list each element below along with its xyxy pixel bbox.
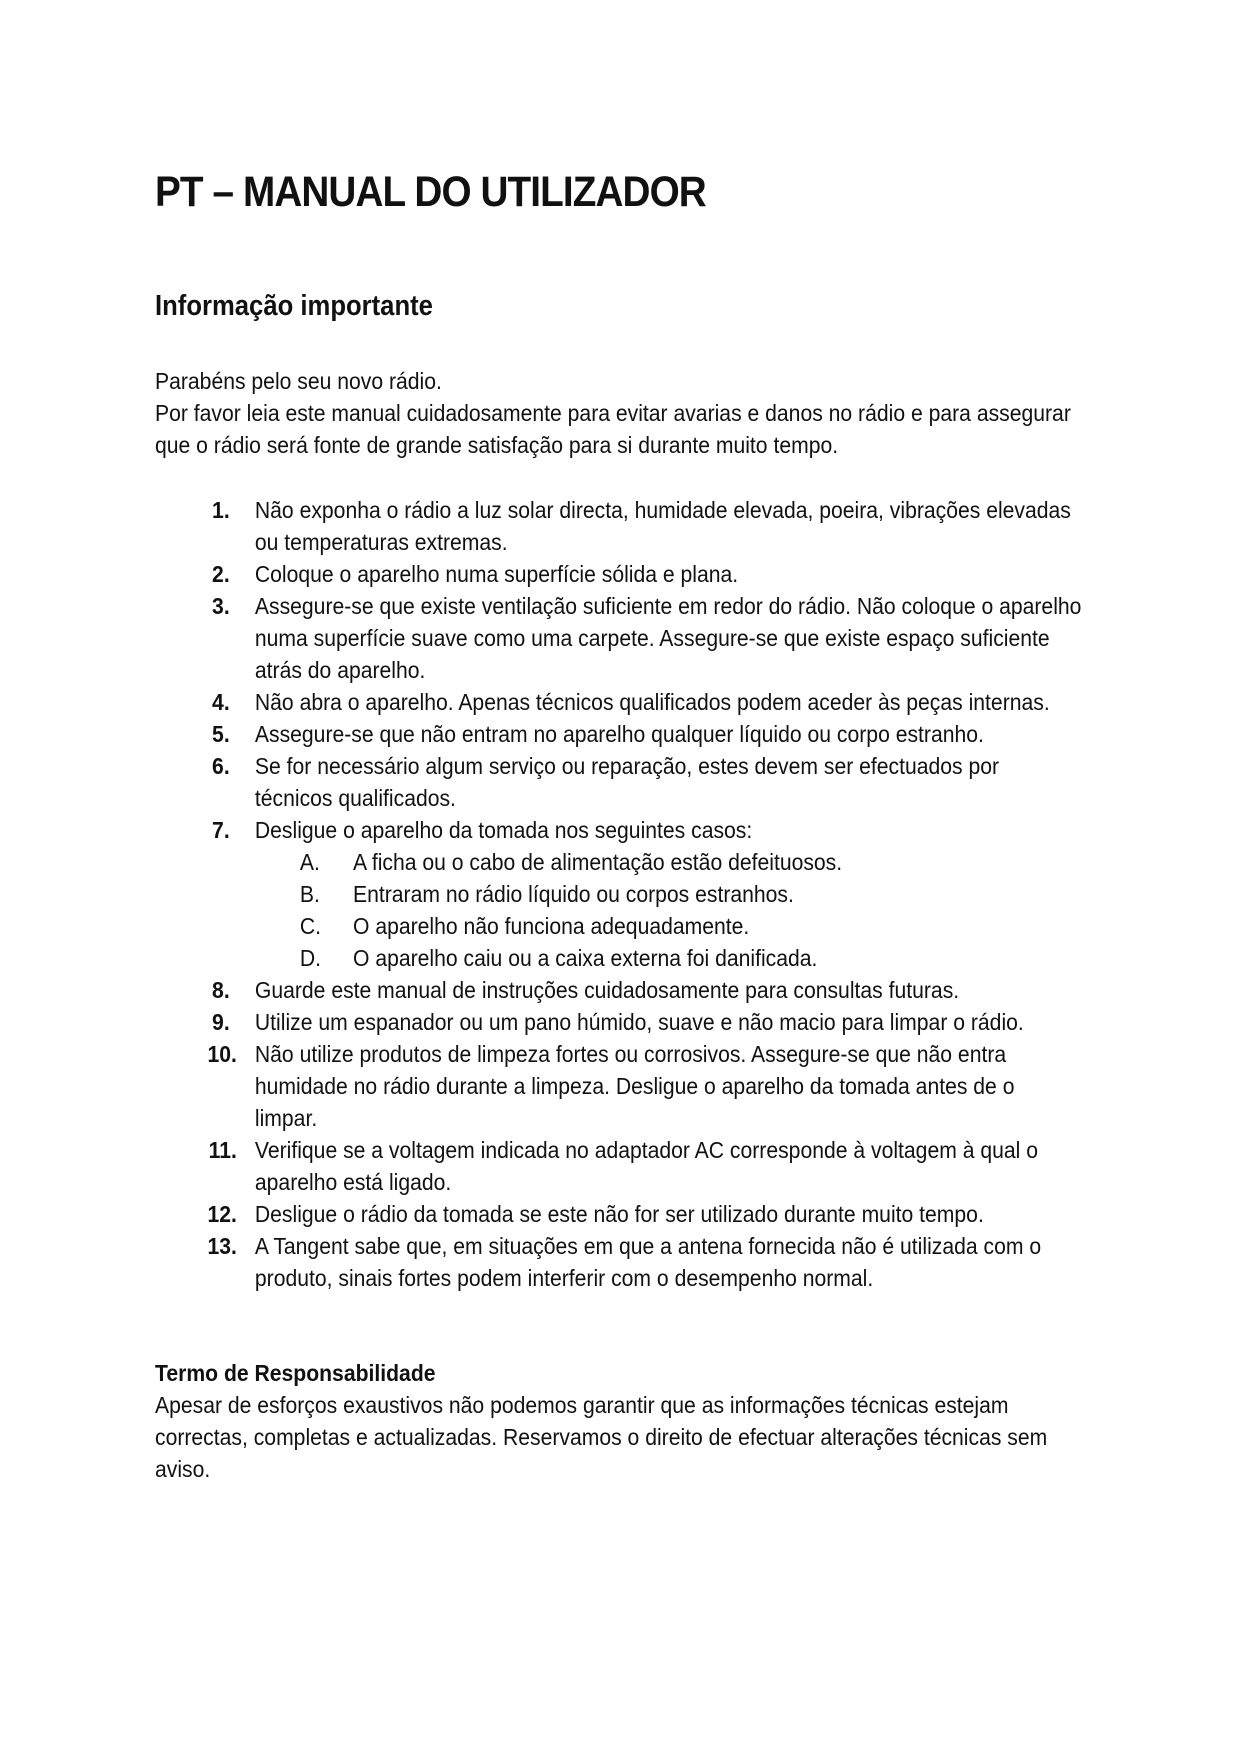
sub-list-letter: C. <box>299 913 322 939</box>
list-item-text: Desligue o aparelho da tomada nos seguintes casos: <box>254 817 753 843</box>
list-item-text: Coloque o aparelho numa superfície sólida e plana. <box>254 561 739 587</box>
sub-list-text: Entraram no rádio líquido ou corpos estranhos. <box>353 881 794 907</box>
list-item-text: Verifique se a voltagem indicada no adaptador AC corresponde à voltagem à qual o aparelho está ligado. <box>254 1137 1038 1195</box>
list-item-text: Não abra o aparelho. Apenas técnicos qualificados podem aceder às peças internas. <box>254 689 1050 715</box>
list-item-number: 7. <box>212 817 230 843</box>
list-item <box>155 686 1082 718</box>
list-item <box>155 590 1082 686</box>
list-item-number: 3. <box>212 593 230 619</box>
list-item <box>155 1198 1082 1230</box>
list-item <box>155 1230 1082 1294</box>
sub-list-item <box>155 910 1082 942</box>
list-item-text: Assegure-se que existe ventilação suficiente em redor do rádio. Não coloque o aparelho numa superfície suave como uma carpete. Assegure-se que existe espaço suficiente atrás do aparelho. <box>254 593 1082 683</box>
intro-line-2: Por favor leia este manual cuidadosamente para evitar avarias e danos no rádio e para assegurar que o rádio será fonte de grande satisfação para si durante muito tempo. <box>155 400 1071 458</box>
disclaimer-heading: Termo de Responsabilidade <box>155 1360 436 1386</box>
list-item-number: 11. <box>208 1137 237 1163</box>
list-item-text: Desligue o rádio da tomada se este não for ser utilizado durante muito tempo. <box>254 1201 984 1227</box>
list-item-text: A Tangent sabe que, em situações em que a antena fornecida não é utilizada com o produto, sinais fortes podem interferir com o desempenho normal. <box>254 1233 1042 1291</box>
sub-list-text: O aparelho caiu ou a caixa externa foi danificada. <box>353 945 818 971</box>
list-item-text: Se for necessário algum serviço ou reparação, estes devem ser efectuados por técnicos qualificados. <box>254 753 1000 811</box>
sub-list-letter: D. <box>299 945 322 971</box>
list-item-number: 9. <box>212 1009 230 1035</box>
list-item-number: 10. <box>207 1041 237 1067</box>
list-item <box>155 814 1082 846</box>
sub-list <box>155 846 1082 974</box>
list-item <box>155 494 1082 558</box>
list-item-text: Não exponha o rádio a luz solar directa, humidade elevada, poeira, vibrações elevadas ou temperaturas extremas. <box>254 497 1071 555</box>
list-item-text: Guarde este manual de instruções cuidadosamente para consultas futuras. <box>254 977 960 1003</box>
sub-list-item <box>155 878 1082 910</box>
list-item-number: 13. <box>207 1233 237 1259</box>
sub-list-item <box>155 846 1082 878</box>
list-item <box>155 1006 1082 1038</box>
sub-list-text: O aparelho não funciona adequadamente. <box>353 913 750 939</box>
sub-list-letter: A. <box>299 849 320 875</box>
intro-paragraph <box>155 365 1082 461</box>
list-item-number: 1. <box>212 497 230 523</box>
list-item-text: Não utilize produtos de limpeza fortes ou corrosivos. Assegure-se que não entra humidade no rádio durante a limpeza. Desligue o aparelho da tomada antes de o limpar. <box>254 1041 1015 1131</box>
section-heading: Informação importante <box>155 290 433 322</box>
sub-list-item <box>155 942 1082 974</box>
disclaimer-section <box>155 1357 1082 1485</box>
list-item-number: 2. <box>212 561 230 587</box>
list-item <box>155 558 1082 590</box>
sub-list-text: A ficha ou o cabo de alimentação estão defeituosos. <box>353 849 843 875</box>
page-title: PT – MANUAL DO UTILIZADOR <box>155 168 706 216</box>
list-item-number: 8. <box>212 977 230 1003</box>
list-item-number: 6. <box>212 753 230 779</box>
list-item <box>155 1134 1082 1198</box>
list-item-number: 5. <box>212 721 230 747</box>
list-item-text: Utilize um espanador ou um pano húmido, suave e não macio para limpar o rádio. <box>254 1009 1024 1035</box>
safety-instructions-list <box>155 494 1082 1294</box>
list-item <box>155 1038 1082 1134</box>
intro-line-1: Parabéns pelo seu novo rádio. <box>155 368 442 394</box>
disclaimer-body: Apesar de esforços exaustivos não podemos garantir que as informações técnicas estejam correctas, completas e actualizadas. Reservamos o direito de efectuar alterações técnicas sem aviso. <box>155 1392 1048 1482</box>
list-item-text: Assegure-se que não entram no aparelho qualquer líquido ou corpo estranho. <box>254 721 984 747</box>
list-item <box>155 718 1082 750</box>
list-item <box>155 974 1082 1006</box>
list-item <box>155 750 1082 814</box>
list-item-number: 4. <box>212 689 230 715</box>
list-item-number: 12. <box>207 1201 237 1227</box>
sub-list-letter: B. <box>299 881 320 907</box>
